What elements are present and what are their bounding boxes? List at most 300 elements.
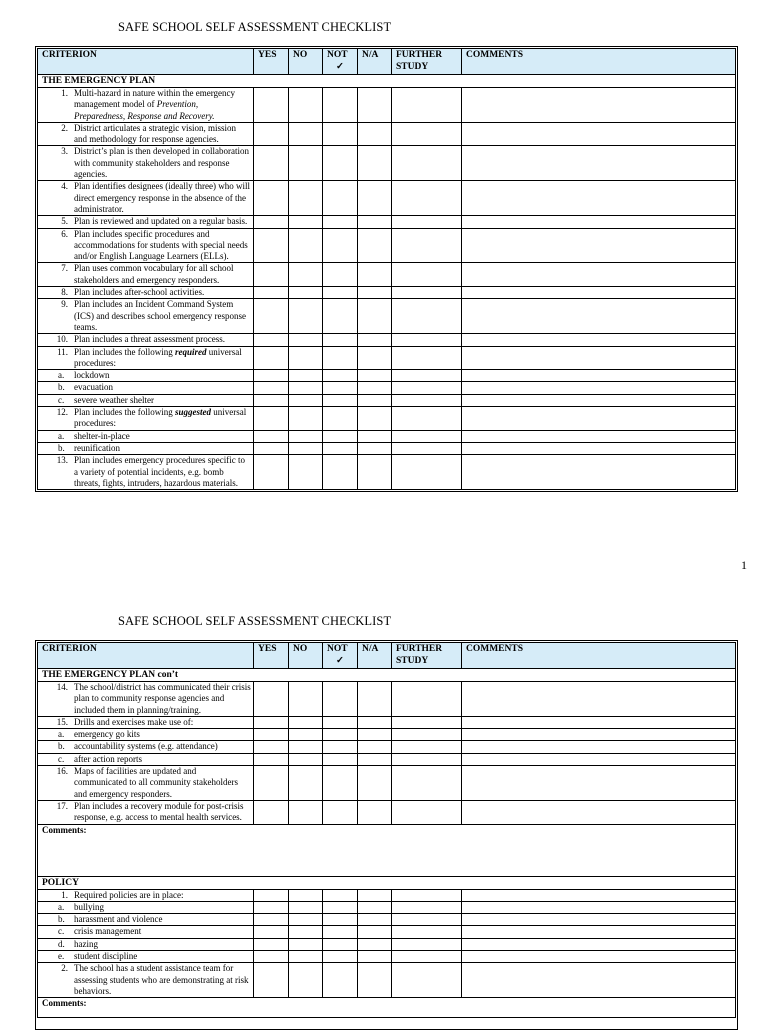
item-number: 16. <box>56 766 68 777</box>
no-checkbox-cell[interactable] <box>289 963 323 998</box>
na-checkbox-cell[interactable] <box>358 729 392 741</box>
not-checkbox-cell[interactable] <box>323 766 358 801</box>
na-checkbox-cell[interactable] <box>358 753 392 765</box>
further-study-cell[interactable] <box>392 951 462 963</box>
criterion-cell <box>38 926 254 938</box>
further-study-cell[interactable] <box>392 394 462 406</box>
item-text <box>74 902 253 913</box>
further-study-cell[interactable] <box>392 766 462 801</box>
no-checkbox-cell[interactable] <box>289 430 323 442</box>
no-checkbox-cell[interactable] <box>289 122 323 146</box>
item-number: 8. <box>61 287 68 298</box>
checklist-row <box>38 263 736 287</box>
no-checkbox-cell[interactable] <box>289 741 323 753</box>
checklist-row <box>38 716 736 728</box>
checklist-row <box>38 216 736 228</box>
item-text <box>74 729 253 740</box>
further-study-cell[interactable] <box>392 938 462 950</box>
item-number: 12. <box>56 407 68 418</box>
not-checkbox-cell[interactable] <box>323 394 358 406</box>
checklist-row <box>38 938 736 950</box>
item-number: 17. <box>56 800 68 811</box>
item-text <box>74 123 253 146</box>
item-number: 7. <box>61 263 68 274</box>
item-text <box>74 382 253 393</box>
item-text <box>74 963 253 997</box>
item-text <box>74 216 253 227</box>
further-study-cell[interactable] <box>392 228 462 263</box>
section-row <box>38 75 736 88</box>
yes-checkbox-cell[interactable] <box>254 741 289 753</box>
comments-cell[interactable] <box>462 963 736 998</box>
further-study-cell[interactable] <box>392 729 462 741</box>
na-checkbox-cell[interactable] <box>358 299 392 334</box>
item-letter: c. <box>58 394 65 405</box>
no-checkbox-cell[interactable] <box>289 455 323 490</box>
yes-checkbox-cell[interactable] <box>254 455 289 490</box>
further-study-cell[interactable] <box>392 146 462 181</box>
further-study-cell[interactable] <box>392 741 462 753</box>
no-checkbox-cell[interactable] <box>289 228 323 263</box>
further-study-cell[interactable] <box>392 889 462 901</box>
item-text-part: Plan includes a recovery module for post-crisis response, e.g. access to mental health services. <box>74 800 244 823</box>
not-checkbox-cell[interactable] <box>323 800 358 824</box>
checklist-row <box>38 394 736 406</box>
comments-label: Comments: <box>38 824 736 876</box>
checklist-row <box>38 682 736 717</box>
comments-cell[interactable] <box>462 228 736 263</box>
further-study-cell[interactable] <box>392 334 462 346</box>
comments-cell[interactable] <box>462 346 736 370</box>
item-text <box>74 146 253 180</box>
yes-checkbox-cell[interactable] <box>254 146 289 181</box>
further-study-cell[interactable] <box>392 216 462 228</box>
not-checkbox-cell[interactable] <box>323 729 358 741</box>
criterion-cell <box>38 741 254 753</box>
na-checkbox-cell[interactable] <box>358 442 392 454</box>
criterion-cell <box>38 800 254 824</box>
comments-cell[interactable] <box>462 951 736 963</box>
further-study-cell[interactable] <box>392 963 462 998</box>
item-text <box>74 431 253 442</box>
further-study-cell[interactable] <box>392 926 462 938</box>
comments-cell[interactable] <box>462 430 736 442</box>
yes-checkbox-cell[interactable] <box>254 682 289 717</box>
not-checkbox-cell[interactable] <box>323 951 358 963</box>
not-checkbox-cell[interactable] <box>323 914 358 926</box>
comments-cell[interactable] <box>462 334 736 346</box>
comments-cell[interactable] <box>462 122 736 146</box>
no-checkbox-cell[interactable] <box>289 951 323 963</box>
item-text-part: emergency go kits <box>74 729 140 740</box>
yes-checkbox-cell[interactable] <box>254 901 289 913</box>
not-checkbox-cell[interactable] <box>323 716 358 728</box>
no-checkbox-cell[interactable] <box>289 146 323 181</box>
yes-checkbox-cell[interactable] <box>254 442 289 454</box>
col-comments: COMMENTS <box>462 49 736 75</box>
section-title: THE EMERGENCY PLAN <box>38 75 736 88</box>
col-not: NOT ✓ <box>323 49 358 75</box>
not-checkbox-cell[interactable] <box>323 926 358 938</box>
no-checkbox-cell[interactable] <box>289 263 323 287</box>
checklist-row <box>38 914 736 926</box>
na-checkbox-cell[interactable] <box>358 370 392 382</box>
na-checkbox-cell[interactable] <box>358 926 392 938</box>
no-checkbox-cell[interactable] <box>289 926 323 938</box>
yes-checkbox-cell[interactable] <box>254 370 289 382</box>
comments-cell[interactable] <box>462 889 736 901</box>
further-study-cell[interactable] <box>392 346 462 370</box>
col-not: NOT ✓ <box>323 643 358 669</box>
criterion-cell <box>38 287 254 299</box>
na-checkbox-cell[interactable] <box>358 914 392 926</box>
no-checkbox-cell[interactable] <box>289 181 323 216</box>
comments-cell[interactable] <box>462 766 736 801</box>
yes-checkbox-cell[interactable] <box>254 334 289 346</box>
na-checkbox-cell[interactable] <box>358 146 392 181</box>
not-checkbox-cell[interactable] <box>323 901 358 913</box>
checklist-row <box>38 370 736 382</box>
no-checkbox-cell[interactable] <box>289 682 323 717</box>
section-title: POLICY <box>38 876 736 889</box>
comments-label: Comments: <box>38 998 736 1018</box>
further-study-cell[interactable] <box>392 901 462 913</box>
section-row <box>38 669 736 682</box>
further-study-cell[interactable] <box>392 682 462 717</box>
not-checkbox-cell[interactable] <box>323 146 358 181</box>
no-checkbox-cell[interactable] <box>289 716 323 728</box>
yes-checkbox-cell[interactable] <box>254 299 289 334</box>
na-checkbox-cell[interactable] <box>358 382 392 394</box>
item-number: 10. <box>56 334 68 345</box>
checklist-row <box>38 753 736 765</box>
criterion-cell <box>38 88 254 123</box>
comments-cell[interactable] <box>462 455 736 490</box>
yes-checkbox-cell[interactable] <box>254 963 289 998</box>
item-text-part: The school/district has communicated their crisis plan to community response agencies and included them in planning/training. <box>74 682 251 715</box>
yes-checkbox-cell[interactable] <box>254 430 289 442</box>
yes-checkbox-cell[interactable] <box>254 263 289 287</box>
yes-checkbox-cell[interactable] <box>254 346 289 370</box>
no-checkbox-cell[interactable] <box>289 889 323 901</box>
yes-checkbox-cell[interactable] <box>254 122 289 146</box>
na-checkbox-cell[interactable] <box>358 963 392 998</box>
checklist-row <box>38 228 736 263</box>
na-checkbox-cell[interactable] <box>358 216 392 228</box>
item-text-part: Plan includes specific procedures and accommodations for students with special needs and/or English Language Learners (ELLs). <box>74 228 248 262</box>
not-checkbox-cell[interactable] <box>323 442 358 454</box>
item-text-part: Plan includes a threat assessment process. <box>74 334 225 345</box>
yes-checkbox-cell[interactable] <box>254 889 289 901</box>
no-checkbox-cell[interactable] <box>289 299 323 334</box>
criterion-cell <box>38 430 254 442</box>
comments-cell[interactable] <box>462 370 736 382</box>
not-checkbox-cell[interactable] <box>323 346 358 370</box>
yes-checkbox-cell[interactable] <box>254 394 289 406</box>
not-checkbox-cell[interactable] <box>323 938 358 950</box>
yes-checkbox-cell[interactable] <box>254 228 289 263</box>
not-checkbox-cell[interactable] <box>323 682 358 717</box>
item-text-italic: Prevention, Preparedness, Response and Recovery. <box>74 99 215 121</box>
item-number: 2. <box>61 963 68 974</box>
na-checkbox-cell[interactable] <box>358 228 392 263</box>
checklist-frame-2 <box>35 640 738 1030</box>
na-checkbox-cell[interactable] <box>358 901 392 913</box>
comments-cell[interactable] <box>462 938 736 950</box>
no-checkbox-cell[interactable] <box>289 370 323 382</box>
no-checkbox-cell[interactable] <box>289 407 323 431</box>
further-study-cell[interactable] <box>392 442 462 454</box>
further-study-cell[interactable] <box>392 299 462 334</box>
checklist-frame-1 <box>35 46 738 492</box>
not-checkbox-cell[interactable] <box>323 122 358 146</box>
comments-cell[interactable] <box>462 716 736 728</box>
criterion-cell <box>38 181 254 216</box>
comments-cell[interactable] <box>462 914 736 926</box>
comments-cell[interactable] <box>462 287 736 299</box>
na-checkbox-cell[interactable] <box>358 430 392 442</box>
section-title: THE EMERGENCY PLAN con’t <box>38 669 736 682</box>
yes-checkbox-cell[interactable] <box>254 800 289 824</box>
criterion-cell <box>38 901 254 913</box>
item-text-part: Plan includes an Incident Command System (ICS) and describes school emergency response teams. <box>74 299 247 332</box>
not-checkbox-cell[interactable] <box>323 287 358 299</box>
comments-cell[interactable] <box>462 216 736 228</box>
item-text <box>74 443 253 454</box>
not-checkbox-cell[interactable] <box>323 88 358 123</box>
na-checkbox-cell[interactable] <box>358 741 392 753</box>
item-text-part: Maps of facilities are updated and communicated to all community stakeholders and emergency responders. <box>74 766 238 799</box>
col-no: NO <box>289 643 323 669</box>
no-checkbox-cell[interactable] <box>289 729 323 741</box>
no-checkbox-cell[interactable] <box>289 287 323 299</box>
comments-cell[interactable] <box>462 682 736 717</box>
not-checkbox-cell[interactable] <box>323 753 358 765</box>
criterion-cell <box>38 455 254 490</box>
item-text-part: shelter-in-place <box>74 430 130 441</box>
na-checkbox-cell[interactable] <box>358 938 392 950</box>
comments-cell[interactable] <box>462 901 736 913</box>
item-text-emphasis: suggested <box>175 407 211 418</box>
no-checkbox-cell[interactable] <box>289 914 323 926</box>
checklist-row <box>38 122 736 146</box>
item-number: 6. <box>61 228 68 239</box>
item-text <box>74 754 253 765</box>
na-checkbox-cell[interactable] <box>358 889 392 901</box>
further-study-cell[interactable] <box>392 455 462 490</box>
not-checkbox-cell[interactable] <box>323 407 358 431</box>
header-row <box>38 643 736 669</box>
item-text-part: bullying <box>74 901 105 912</box>
section-row-policy <box>38 876 736 889</box>
not-checkbox-cell[interactable] <box>323 430 358 442</box>
yes-checkbox-cell[interactable] <box>254 753 289 765</box>
yes-checkbox-cell[interactable] <box>254 382 289 394</box>
further-study-cell[interactable] <box>392 800 462 824</box>
not-checkbox-cell[interactable] <box>323 382 358 394</box>
criterion-cell <box>38 334 254 346</box>
na-checkbox-cell[interactable] <box>358 951 392 963</box>
checklist-row <box>38 951 736 963</box>
na-checkbox-cell[interactable] <box>358 766 392 801</box>
criterion-cell <box>38 122 254 146</box>
item-number: 15. <box>56 716 68 727</box>
item-text <box>74 801 253 824</box>
further-study-cell[interactable] <box>392 122 462 146</box>
item-text <box>74 181 253 215</box>
not-checkbox-cell[interactable] <box>323 963 358 998</box>
further-study-cell[interactable] <box>392 88 462 123</box>
further-study-cell[interactable] <box>392 914 462 926</box>
criterion-cell <box>38 938 254 950</box>
comments-cell[interactable] <box>462 394 736 406</box>
na-checkbox-cell[interactable] <box>358 346 392 370</box>
not-checkbox-cell[interactable] <box>323 455 358 490</box>
yes-checkbox-cell[interactable] <box>254 216 289 228</box>
no-checkbox-cell[interactable] <box>289 938 323 950</box>
yes-checkbox-cell[interactable] <box>254 926 289 938</box>
na-checkbox-cell[interactable] <box>358 334 392 346</box>
na-checkbox-cell[interactable] <box>358 394 392 406</box>
yes-checkbox-cell[interactable] <box>254 729 289 741</box>
item-text-part: student discipline <box>74 951 138 962</box>
comments-cell[interactable] <box>462 263 736 287</box>
checklist-row <box>38 800 736 824</box>
comments-cell[interactable] <box>462 88 736 123</box>
item-number: 13. <box>56 455 68 466</box>
not-checkbox-cell[interactable] <box>323 889 358 901</box>
na-checkbox-cell[interactable] <box>358 800 392 824</box>
yes-checkbox-cell[interactable] <box>254 716 289 728</box>
na-checkbox-cell[interactable] <box>358 682 392 717</box>
yes-checkbox-cell[interactable] <box>254 181 289 216</box>
not-checkbox-cell[interactable] <box>323 334 358 346</box>
item-text-part: hazing <box>74 938 98 949</box>
na-checkbox-cell[interactable] <box>358 122 392 146</box>
checklist-table-2 <box>37 642 736 1018</box>
col-yes: YES <box>254 49 289 75</box>
no-checkbox-cell[interactable] <box>289 88 323 123</box>
no-checkbox-cell[interactable] <box>289 800 323 824</box>
item-text-part: Multi-hazard in nature within the emergency management model of <box>74 88 236 110</box>
na-checkbox-cell[interactable] <box>358 287 392 299</box>
comments-cell[interactable] <box>462 382 736 394</box>
criterion-cell <box>38 394 254 406</box>
item-letter: d. <box>58 938 65 949</box>
criterion-cell <box>38 682 254 717</box>
comments-cell[interactable] <box>462 926 736 938</box>
item-text-part: reunification <box>74 442 120 453</box>
criterion-cell <box>38 263 254 287</box>
na-checkbox-cell[interactable] <box>358 716 392 728</box>
comments-cell[interactable] <box>462 299 736 334</box>
further-study-cell[interactable] <box>392 181 462 216</box>
col-yes: YES <box>254 643 289 669</box>
yes-checkbox-cell[interactable] <box>254 407 289 431</box>
comments-cell[interactable] <box>462 800 736 824</box>
checklist-row <box>38 455 736 490</box>
no-checkbox-cell[interactable] <box>289 442 323 454</box>
no-checkbox-cell[interactable] <box>289 766 323 801</box>
further-study-cell[interactable] <box>392 407 462 431</box>
no-checkbox-cell[interactable] <box>289 334 323 346</box>
checklist-row <box>38 442 736 454</box>
not-checkbox-cell[interactable] <box>323 263 358 287</box>
item-letter: c. <box>58 926 65 937</box>
further-study-cell[interactable] <box>392 716 462 728</box>
checklist-row <box>38 729 736 741</box>
further-study-cell[interactable] <box>392 382 462 394</box>
comments-cell[interactable] <box>462 407 736 431</box>
item-text <box>74 334 253 345</box>
na-checkbox-cell[interactable] <box>358 455 392 490</box>
no-checkbox-cell[interactable] <box>289 753 323 765</box>
na-checkbox-cell[interactable] <box>358 88 392 123</box>
criterion-cell <box>38 228 254 263</box>
not-checkbox-cell[interactable] <box>323 228 358 263</box>
further-study-cell[interactable] <box>392 287 462 299</box>
item-text-part: District’s plan is then developed in collaboration with community stakeholders and response agencies. <box>74 146 249 180</box>
not-checkbox-cell[interactable] <box>323 216 358 228</box>
comments-cell[interactable] <box>462 181 736 216</box>
yes-checkbox-cell[interactable] <box>254 88 289 123</box>
yes-checkbox-cell[interactable] <box>254 914 289 926</box>
na-checkbox-cell[interactable] <box>358 181 392 216</box>
item-letter: a. <box>58 729 65 740</box>
not-checkbox-cell[interactable] <box>323 741 358 753</box>
criterion-cell <box>38 346 254 370</box>
na-checkbox-cell[interactable] <box>358 407 392 431</box>
item-number: 1. <box>61 889 68 900</box>
comments-cell[interactable] <box>462 146 736 181</box>
item-text <box>74 717 253 728</box>
yes-checkbox-cell[interactable] <box>254 951 289 963</box>
checklist-row <box>38 901 736 913</box>
checklist-row <box>38 407 736 431</box>
criterion-cell <box>38 963 254 998</box>
na-checkbox-cell[interactable] <box>358 263 392 287</box>
yes-checkbox-cell[interactable] <box>254 938 289 950</box>
item-number: 5. <box>61 216 68 227</box>
further-study-cell[interactable] <box>392 430 462 442</box>
not-checkbox-cell[interactable] <box>323 299 358 334</box>
comments-cell[interactable] <box>462 741 736 753</box>
not-checkbox-cell[interactable] <box>323 370 358 382</box>
no-checkbox-cell[interactable] <box>289 394 323 406</box>
further-study-cell[interactable] <box>392 263 462 287</box>
comments-cell[interactable] <box>462 753 736 765</box>
no-checkbox-cell[interactable] <box>289 346 323 370</box>
item-text-part: Plan identifies designees (ideally three) who will direct emergency response in the absence of the administrator. <box>74 181 250 214</box>
comments-cell[interactable] <box>462 729 736 741</box>
further-study-cell[interactable] <box>392 753 462 765</box>
comments-row <box>38 824 736 876</box>
checklist-row <box>38 146 736 181</box>
item-text-part: lockdown <box>74 370 110 381</box>
yes-checkbox-cell[interactable] <box>254 766 289 801</box>
no-checkbox-cell[interactable] <box>289 901 323 913</box>
further-study-cell[interactable] <box>392 370 462 382</box>
comments-cell[interactable] <box>462 442 736 454</box>
col-criterion: CRITERION <box>38 49 254 75</box>
no-checkbox-cell[interactable] <box>289 382 323 394</box>
criterion-cell <box>38 370 254 382</box>
item-number: 3. <box>61 146 68 157</box>
item-text-part: harassment and violence <box>74 914 163 925</box>
no-checkbox-cell[interactable] <box>289 216 323 228</box>
not-checkbox-cell[interactable] <box>323 181 358 216</box>
yes-checkbox-cell[interactable] <box>254 287 289 299</box>
